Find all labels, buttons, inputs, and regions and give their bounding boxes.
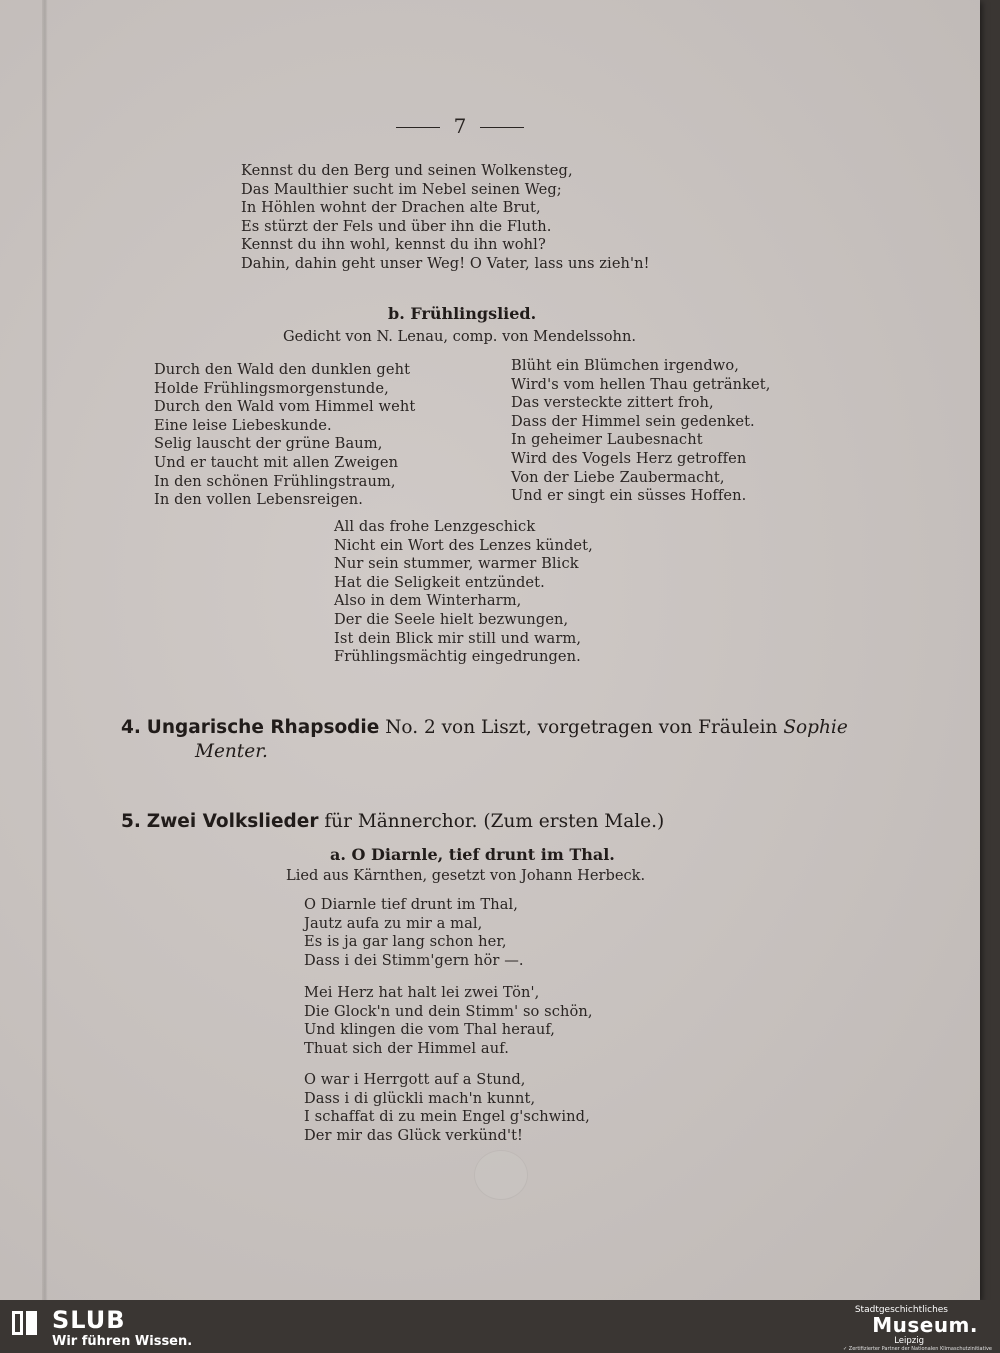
song-5a-stanza-1 bbox=[304, 896, 524, 970]
dash-left bbox=[396, 127, 440, 128]
item-number: 5. bbox=[121, 811, 141, 832]
footer-bar bbox=[0, 1300, 1000, 1353]
poem-line: In den schönen Frühlingstraum, bbox=[154, 472, 396, 490]
performer-first-name: Sophie bbox=[783, 717, 848, 738]
item-number: 4. bbox=[121, 717, 141, 738]
program-item-4 bbox=[121, 717, 848, 738]
poem-line: Dass i di glückli mach'n kunnt, bbox=[304, 1089, 536, 1107]
poem-line: I schaffat di zu mein Engel g'schwind, bbox=[304, 1108, 590, 1126]
poem-line: Holde Frühlingsmorgenstunde, bbox=[154, 379, 389, 397]
poem-line: Es stürzt der Fels und über ihn die Fluth. bbox=[241, 217, 552, 235]
poem-line: In geheimer Laubesnacht bbox=[511, 431, 703, 449]
library-motto: Wir führen Wissen. bbox=[52, 1334, 193, 1349]
poem-line: Eine leise Liebeskunde. bbox=[154, 416, 332, 434]
poem-line: Und klingen die vom Thal herauf, bbox=[304, 1021, 556, 1039]
poem-line: Von der Liebe Zaubermacht, bbox=[511, 468, 725, 486]
poem-line: Der die Seele hielt bezwungen, bbox=[334, 610, 569, 628]
poem-line: In Höhlen wohnt der Drachen alte Brut, bbox=[241, 199, 541, 217]
poem-line: Es is ja gar lang schon her, bbox=[304, 933, 507, 951]
page-number-value: 7 bbox=[453, 114, 467, 138]
poem-line: In den vollen Lebensreigen. bbox=[154, 491, 364, 509]
slub-logo-icon[interactable] bbox=[10, 1308, 40, 1338]
page-fold-shadow bbox=[42, 0, 48, 1300]
song-b-right-column bbox=[511, 357, 771, 506]
poem-line: Kennst du ihn wohl, kennst du ihn wohl? bbox=[241, 236, 546, 254]
poem-line: Frühlingsmächtig eingedrungen. bbox=[334, 648, 581, 666]
poem-line: Das versteckte zittert froh, bbox=[511, 394, 714, 412]
song-b-left-column bbox=[154, 361, 415, 510]
item-text: No. 2 von Liszt, vorgetragen von Fräulein bbox=[379, 717, 784, 738]
song-5a-title: a. O Diarnle, tief drunt im Thal. bbox=[330, 845, 615, 864]
poem-line: Durch den Wald den dunklen geht bbox=[154, 361, 411, 378]
poem-line: Dass der Himmel sein gedenket. bbox=[511, 412, 755, 430]
poem-line: Mei Herz hat halt lei zwei Tön', bbox=[304, 984, 540, 1001]
poem-a-ending bbox=[241, 162, 650, 274]
performer-last-name: Menter. bbox=[195, 741, 268, 762]
poem-line: Der mir das Glück verkünd't! bbox=[304, 1126, 524, 1144]
poem-line: Blüht ein Blümchen irgendwo, bbox=[511, 357, 739, 374]
library-name[interactable]: SLUB bbox=[52, 1306, 126, 1334]
page-number bbox=[380, 114, 540, 138]
poem-line: Ist dein Blick mir still und warm, bbox=[334, 629, 582, 647]
song-b-subtitle: Gedicht von N. Lenau, comp. von Mendelssohn. bbox=[283, 328, 636, 345]
poem-line: Selig lauscht der grüne Baum, bbox=[154, 435, 383, 453]
dash-right bbox=[480, 127, 524, 128]
blind-stamp bbox=[474, 1150, 528, 1200]
song-b-title: b. Frühlingslied. bbox=[388, 304, 537, 323]
poem-line: Wird's vom hellen Thau getränket, bbox=[511, 375, 771, 393]
museum-certificate: ✓ Zertifizierter Partner der Nationalen Klimaschutzinitiative bbox=[842, 1346, 992, 1352]
poem-line: Und er singt ein süsses Hoffen. bbox=[511, 487, 747, 505]
item-title: Ungarische Rhapsodie bbox=[146, 717, 380, 738]
poem-line: O Diarnle tief drunt im Thal, bbox=[304, 896, 519, 913]
song-5a-stanza-2 bbox=[304, 984, 593, 1058]
poem-line: Die Glock'n und dein Stimm' so schön, bbox=[304, 1002, 593, 1020]
poem-line: Also in dem Winterharm, bbox=[334, 592, 522, 610]
song-5a-stanza-3 bbox=[304, 1071, 590, 1145]
poem-line: Kennst du den Berg und seinen Wolkensteg, bbox=[241, 162, 573, 179]
item-text: für Männerchor. (Zum ersten Male.) bbox=[318, 811, 665, 832]
poem-line: Thuat sich der Himmel auf. bbox=[304, 1039, 509, 1057]
poem-line: Jautz aufa zu mir a mal, bbox=[304, 914, 483, 932]
poem-line: Dahin, dahin geht unser Weg! O Vater, lass uns zieh'n! bbox=[241, 254, 650, 272]
museum-name[interactable]: Museum. bbox=[872, 1313, 978, 1337]
poem-line: All das frohe Lenzgeschick bbox=[334, 518, 536, 535]
poem-line: Dass i dei Stimm'gern hör —. bbox=[304, 951, 524, 969]
poem-line: Und er taucht mit allen Zweigen bbox=[154, 453, 399, 471]
poem-line: Nur sein stummer, warmer Blick bbox=[334, 555, 579, 573]
song-5a-subtitle: Lied aus Kärnthen, gesetzt von Johann Herbeck. bbox=[286, 867, 646, 884]
poem-line: O war i Herrgott auf a Stund, bbox=[304, 1071, 526, 1088]
song-b-center-stanza bbox=[334, 518, 593, 667]
program-item-4-continued bbox=[195, 741, 268, 762]
program-item-5 bbox=[121, 811, 664, 832]
museum-prefix: Stadtgeschichtliches bbox=[854, 1305, 948, 1315]
poem-line: Wird des Vogels Herz getroffen bbox=[511, 449, 747, 467]
poem-line: Hat die Seligkeit entzündet. bbox=[334, 573, 545, 591]
museum-city: Leipzig bbox=[894, 1336, 924, 1346]
poem-line: Nicht ein Wort des Lenzes kündet, bbox=[334, 536, 593, 554]
poem-line: Durch den Wald vom Himmel weht bbox=[154, 398, 416, 416]
poem-line: Das Maulthier sucht im Nebel seinen Weg; bbox=[241, 180, 562, 198]
item-title: Zwei Volkslieder bbox=[146, 811, 319, 832]
